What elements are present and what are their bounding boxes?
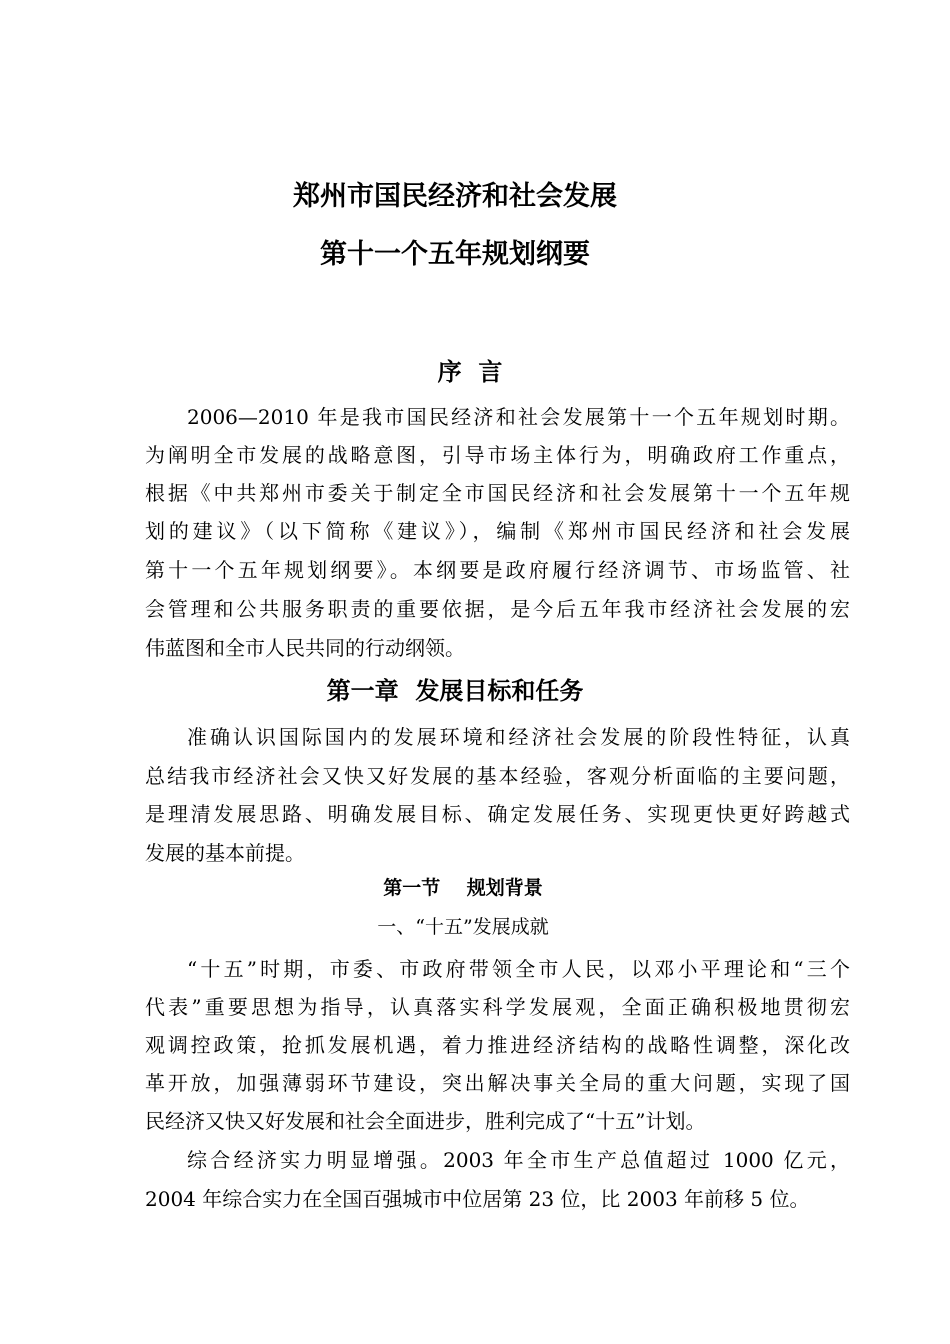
paragraph-line: 观调控政策，抢抓发展机遇，着力推进经济结构的战略性调整，深化改 <box>145 1033 850 1057</box>
paragraph-line: 革开放，加强薄弱环节建设，突出解决事关全局的重大问题，实现了国 <box>145 1071 850 1095</box>
preface-heading: 序 言 <box>437 357 503 386</box>
chapter-intro-line: 发展的基本前提。 <box>145 841 305 865</box>
section-heading: 第一节 规划背景 <box>383 877 543 899</box>
document-title-line2: 第十一个五年规划纲要 <box>320 239 590 270</box>
preface-line: 为阐明全市发展的战略意图，引导市场主体行为，明确政府工作重点， <box>145 443 850 467</box>
preface-line: 会管理和公共服务职责的重要依据，是今后五年我市经济社会发展的宏 <box>145 597 850 621</box>
chapter-heading: 第一章 发展目标和任务 <box>326 676 584 705</box>
preface-line: 根据《中共郑州市委关于制定全市国民经济和社会发展第十一个五年规 <box>145 481 850 505</box>
paragraph-line: 2004 年综合实力在全国百强城市中位居第 23 位，比 2003 年前移 5 位。 <box>145 1187 810 1211</box>
preface-line: 第十一个五年规划纲要》。本纲要是政府履行经济调节、市场监管、社 <box>145 558 850 582</box>
paragraph-line: 民经济又快又好发展和社会全面进步，胜利完成了“十五”计划。 <box>145 1109 706 1133</box>
chapter-intro-line: 准确认识国际国内的发展环境和经济社会发展的阶段性特征，认真 <box>187 725 850 749</box>
chapter-intro-line: 是理清发展思路、明确发展目标、确定发展任务、实现更快更好跨越式 <box>145 802 850 826</box>
preface-line: 划的建议》（以下简称《建议》），编制《郑州市国民经济和社会发展 <box>145 519 850 543</box>
subsection-heading: 一、“十五”发展成就 <box>377 916 549 938</box>
paragraph-line: 综合经济实力明显增强。2003 年全市生产总值超过 1000 亿元， <box>187 1148 850 1172</box>
paragraph-line: “十五”时期，市委、市政府带领全市人民，以邓小平理论和“三个 <box>187 957 850 981</box>
paragraph-line: 代表”重要思想为指导，认真落实科学发展观，全面正确积极地贯彻宏 <box>145 995 850 1019</box>
chapter-intro-line: 总结我市经济社会又快又好发展的基本经验，客观分析面临的主要问题， <box>145 764 850 788</box>
preface-line: 伟蓝图和全市人民共同的行动纲领。 <box>145 636 465 660</box>
document-title-line1: 郑州市国民经济和社会发展 <box>293 181 617 212</box>
preface-line: 2006—2010 年是我市国民经济和社会发展第十一个五年规划时期。 <box>187 405 850 429</box>
